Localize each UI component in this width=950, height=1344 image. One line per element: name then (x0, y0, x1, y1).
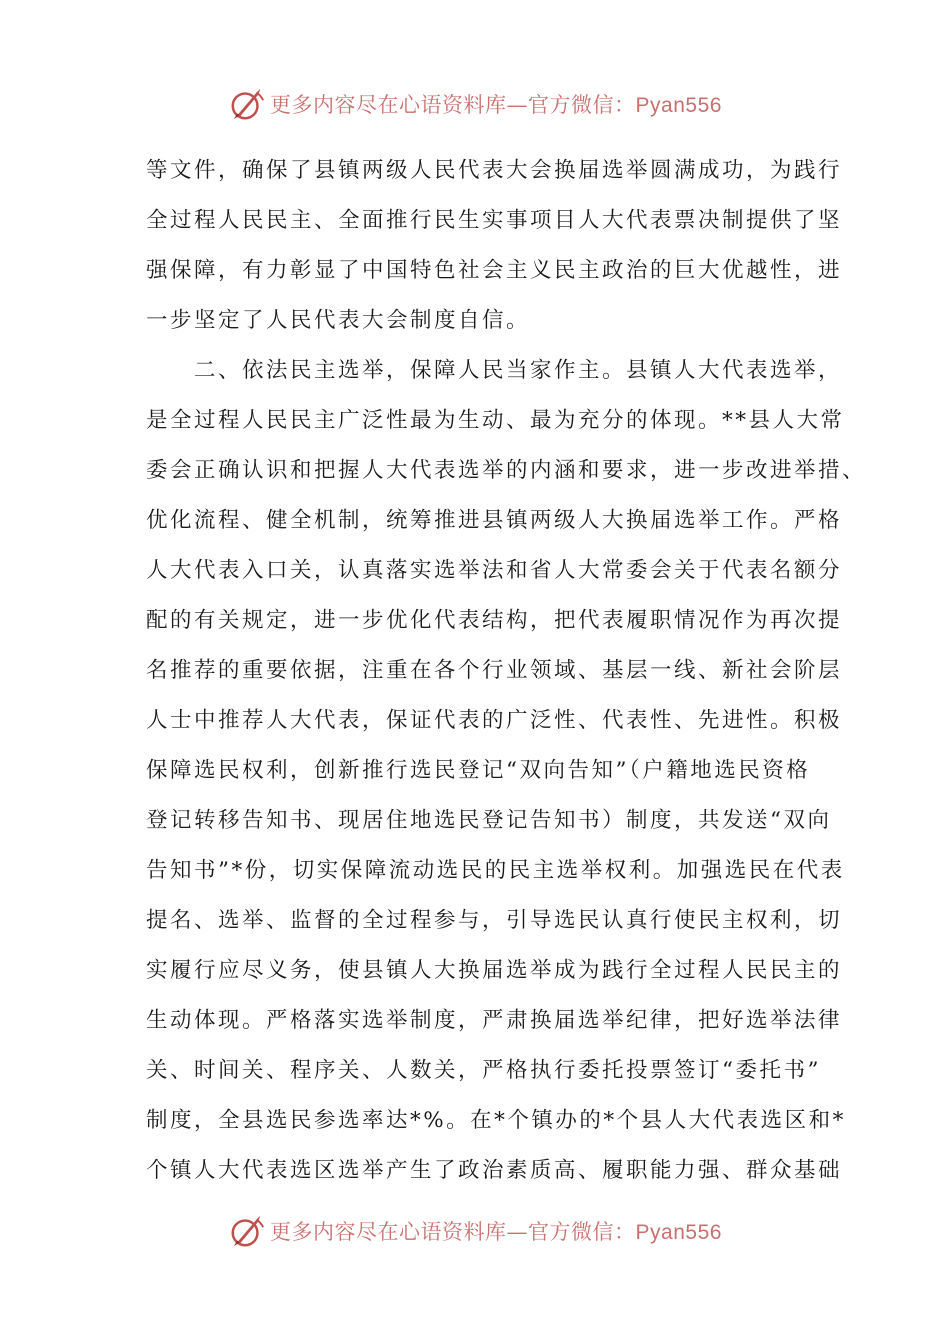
text-line: 登记转移告知书、现居住地选民登记告知书）制度，共发送“双向 (146, 808, 832, 833)
text-line: 告知书”*份，切实保障流动选民的民主选举权利。加强选民在代表 (146, 858, 845, 883)
banner-text-wechat-id: Pyan556 (635, 1221, 722, 1244)
text-line: 全过程人民民主、全面推行民生实事项目人大代表票决制提供了坚 (146, 208, 843, 233)
text-line: 关、时间关、程序关、人数关，严格执行委托投票签订“委托书” (146, 1058, 821, 1083)
text-line: 实履行应尽义务，使县镇人大换届选举成为践行全过程人民民主的 (146, 958, 843, 983)
quill-pen-logo-icon (228, 1212, 266, 1250)
text-line: 优化流程、健全机制，统筹推进县镇两级人大换届选举工作。严格 (146, 508, 843, 533)
text-line: 人士中推荐人大代表，保证代表的广泛性、代表性、先进性。积极 (146, 708, 843, 733)
document-body (146, 146, 867, 1196)
banner-text-wechat-id: Pyan556 (635, 94, 722, 117)
footer-banner (0, 1209, 950, 1253)
header-banner (0, 82, 950, 126)
text-line: 配的有关规定，进一步优化代表结构，把代表履职情况作为再次提 (146, 608, 843, 633)
text-line: 二、依法民主选举，保障人民当家作主。县镇人大代表选举， (146, 358, 843, 383)
text-line: 生动体现。严格落实选举制度，严肃换届选举纪律，把好选举法律 (146, 1008, 843, 1033)
text-line: 个镇人大代表选区选举产生了政治素质高、履职能力强、群众基础 (146, 1158, 843, 1183)
text-line: 是全过程人民民主广泛性最为生动、最为充分的体现。**县人大常 (146, 408, 845, 433)
banner-text (270, 89, 722, 119)
text-line: 等文件，确保了县镇两级人民代表大会换届选举圆满成功，为践行 (146, 158, 843, 183)
text-line: 提名、选举、监督的全过程参与，引导选民认真行使民主权利，切 (146, 908, 843, 933)
text-line: 强保障，有力彰显了中国特色社会主义民主政治的巨大优越性，进 (146, 258, 843, 283)
banner-text-cn: 更多内容尽在心语资料库—官方微信： (270, 93, 636, 117)
text-line: 委会正确认识和把握人大代表选举的内涵和要求，进一步改进举措、 (146, 458, 867, 483)
text-line: 人大代表入口关，认真落实选举法和省人大常委会关于代表名额分 (146, 558, 843, 583)
text-line: 名推荐的重要依据，注重在各个行业领域、基层一线、新社会阶层 (146, 658, 843, 683)
text-line: 一步坚定了人民代表大会制度自信。 (146, 308, 531, 333)
quill-pen-logo-icon (228, 85, 266, 123)
banner-text (270, 1216, 722, 1246)
text-line: 制度，全县选民参选率达*%。在*个镇办的*个县人大代表选区和* (146, 1108, 846, 1133)
text-line: 保障选民权利，创新推行选民登记“双向告知”（户籍地选民资格 (146, 758, 811, 783)
banner-text-cn: 更多内容尽在心语资料库—官方微信： (270, 1220, 636, 1244)
